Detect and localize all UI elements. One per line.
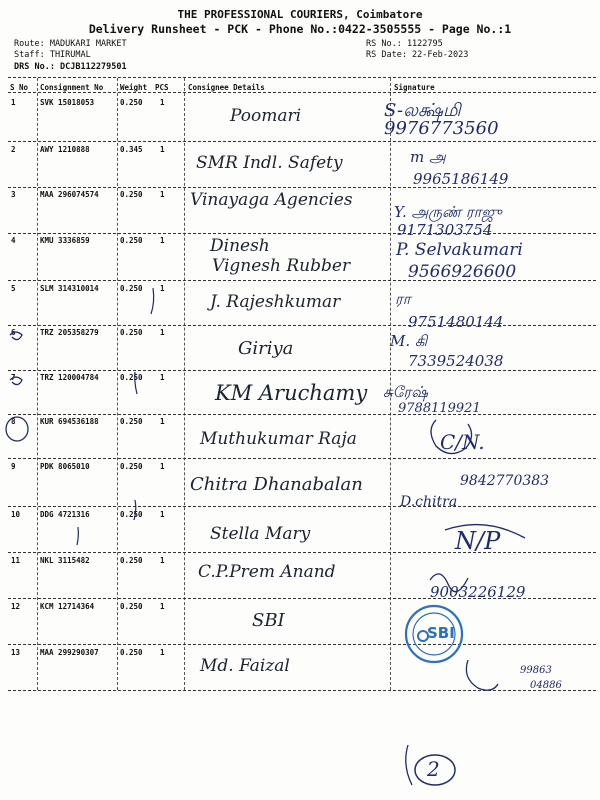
row-signature: சுரேஷ் bbox=[383, 383, 428, 401]
row-consignee: Vinayaga Agencies bbox=[190, 190, 353, 210]
rs-number: RS No.: 1122795 bbox=[366, 39, 443, 49]
row-consignment-no: MAA 299290307 bbox=[40, 648, 99, 657]
row-consignment-no: SVK 15018053 bbox=[40, 98, 95, 107]
row-sno: 8 bbox=[11, 417, 16, 426]
runsheet-subtitle: Delivery Runsheet - PCK - Phone No.:0422-3505555 - Page No.:1 bbox=[88, 22, 512, 36]
row-consignee: J. Rajeshkumar bbox=[210, 292, 341, 312]
row-consignee: Dinesh bbox=[210, 236, 270, 256]
stroke-mark bbox=[134, 500, 136, 520]
row-pcs: 1 bbox=[160, 602, 165, 611]
row-signature: 99863 bbox=[520, 665, 552, 676]
row-sno: 1 bbox=[11, 98, 16, 107]
row-signature: C/N. bbox=[440, 430, 485, 454]
row-sno: 7 bbox=[11, 373, 16, 382]
row-pcs: 1 bbox=[160, 190, 165, 199]
column-header-pcs: PCS bbox=[155, 83, 169, 92]
row-signature: P. Selvakumari bbox=[396, 240, 523, 260]
route-label: Route: MADUKARI MARKET bbox=[14, 39, 127, 49]
row-consignment-no: DDG 4721316 bbox=[40, 510, 90, 519]
stroke-mark bbox=[135, 372, 137, 394]
row-sno: 11 bbox=[11, 556, 21, 565]
row-sno: 4 bbox=[11, 236, 16, 245]
runsheet-title: THE PROFESSIONAL COURIERS, Coimbatore bbox=[177, 8, 423, 21]
row-weight: 0.250 bbox=[120, 98, 143, 107]
row-sno: 3 bbox=[11, 190, 16, 199]
row-pcs: 1 bbox=[160, 236, 165, 245]
row-consignment-no: KMU 3336859 bbox=[40, 236, 90, 245]
row-weight: 0.250 bbox=[120, 648, 143, 657]
column-header-consignee: Consignee Details bbox=[188, 83, 265, 92]
row-consignee-line2: Vignesh Rubber bbox=[212, 256, 351, 276]
row-consignment-no: PDK 8065010 bbox=[40, 462, 90, 471]
row-weight: 0.250 bbox=[120, 373, 143, 382]
row-weight: 0.250 bbox=[120, 236, 143, 245]
row-weight: 0.250 bbox=[120, 462, 143, 471]
row-signature-phone: 04886 bbox=[530, 680, 562, 691]
row-sno: 13 bbox=[11, 648, 21, 657]
row-signature-phone: 7339524038 bbox=[408, 352, 504, 370]
row-signature-phone: 9965186149 bbox=[413, 170, 509, 188]
row-signature-phone: 9751480144 bbox=[408, 313, 504, 331]
row-consignment-no: SLM 314310014 bbox=[40, 284, 99, 293]
row-weight: 0.250 bbox=[120, 602, 143, 611]
stroke-mark bbox=[77, 527, 78, 545]
row-pcs: 1 bbox=[160, 284, 165, 293]
row-consignee: Giriya bbox=[238, 338, 294, 359]
column-header-consignment: Consignment No bbox=[40, 83, 104, 92]
row-consignee: SBI bbox=[252, 610, 285, 631]
column-header-signature: Signature bbox=[394, 83, 435, 92]
row-consignee: KM Aruchamy bbox=[215, 381, 368, 405]
row-sno: 12 bbox=[11, 602, 21, 611]
margin-tick-7 bbox=[10, 377, 22, 385]
row-consignment-no: AWY 1210888 bbox=[40, 145, 90, 154]
row-pcs: 1 bbox=[160, 462, 165, 471]
column-header-weight: Weight bbox=[120, 83, 148, 92]
row-pcs: 1 bbox=[160, 373, 165, 382]
circle-mark-row-8 bbox=[6, 417, 28, 441]
row-consignee: Stella Mary bbox=[210, 524, 311, 544]
scribble-signature bbox=[430, 574, 468, 592]
row-consignment-no: TRZ 120004784 bbox=[40, 373, 99, 382]
row-weight: 0.250 bbox=[120, 284, 143, 293]
stamp-bank-name: SBI bbox=[427, 624, 455, 642]
row-signature: N/P bbox=[455, 527, 501, 555]
row-signature-phone: 9566926600 bbox=[408, 262, 517, 282]
row-signature: M. கி bbox=[390, 332, 428, 350]
row-signature: m அ bbox=[410, 148, 446, 166]
row-sno: 9 bbox=[11, 462, 16, 471]
row-signature: 9003226129 bbox=[430, 583, 526, 601]
row-consignee: SMR Indl. Safety bbox=[196, 153, 343, 173]
row-consignment-no: TRZ 205358279 bbox=[40, 328, 99, 337]
row-sno: 2 bbox=[11, 145, 16, 154]
row-signature-phone: 9788119921 bbox=[398, 401, 481, 416]
row-signature-phone: D.chitra bbox=[400, 494, 458, 510]
row-consignee: Poomari bbox=[230, 106, 302, 126]
row-signature: ரா bbox=[395, 290, 411, 308]
column-header-sno: S No bbox=[10, 83, 29, 92]
row-weight: 0.250 bbox=[120, 190, 143, 199]
row-pcs: 1 bbox=[160, 417, 165, 426]
row-pcs: 1 bbox=[160, 145, 165, 154]
row-weight: 0.250 bbox=[120, 556, 143, 565]
row-sno: 10 bbox=[11, 510, 21, 519]
row-weight: 0.250 bbox=[120, 328, 143, 337]
row-consignment-no: NKL 3115482 bbox=[40, 556, 90, 565]
row-consignee: C.P.Prem Anand bbox=[198, 562, 336, 582]
row-weight: 0.345 bbox=[120, 145, 143, 154]
row-pcs: 1 bbox=[160, 556, 165, 565]
row-sno: 5 bbox=[11, 284, 16, 293]
row-consignee: Muthukumar Raja bbox=[200, 429, 357, 449]
page-number-mark: 2 bbox=[427, 757, 440, 781]
row-consignment-no: KCM 12714364 bbox=[40, 602, 95, 611]
row-weight: 0.250 bbox=[120, 510, 143, 519]
rs-date: RS Date: 22-Feb-2023 bbox=[366, 50, 469, 60]
row-sno: 6 bbox=[11, 328, 16, 337]
staff-label: Staff: THIRUMAL bbox=[14, 50, 91, 60]
row-signature-phone: 9976773560 bbox=[384, 118, 499, 139]
row-consignee: Md. Faizal bbox=[200, 656, 290, 676]
row-pcs: 1 bbox=[160, 648, 165, 657]
row-signature: 9842770383 bbox=[460, 473, 550, 489]
row-pcs: 1 bbox=[160, 328, 165, 337]
stroke-mark bbox=[151, 288, 154, 314]
row-consignee: Chitra Dhanabalan bbox=[190, 474, 363, 495]
np-underline bbox=[445, 525, 525, 538]
row-signature-phone: 9171303754 bbox=[397, 221, 493, 239]
row-pcs: 1 bbox=[160, 510, 165, 519]
margin-tick-6 bbox=[10, 332, 22, 340]
drs-number: DRS No.: DCJB112279501 bbox=[14, 62, 127, 72]
row-consignment-no: KUR 694536188 bbox=[40, 417, 99, 426]
row-signature: Y. அருண் ராஜு bbox=[394, 203, 502, 221]
row-consignment-no: MAA 296074574 bbox=[40, 190, 99, 199]
row-signature: S-லக்ஷ்மி bbox=[384, 100, 461, 121]
row-pcs: 1 bbox=[160, 98, 165, 107]
bank-stamp bbox=[403, 603, 465, 665]
row-weight: 0.250 bbox=[120, 417, 143, 426]
stroke-mark bbox=[406, 745, 412, 785]
circle-mark-cn bbox=[431, 420, 472, 454]
scribble-signature bbox=[466, 660, 498, 690]
